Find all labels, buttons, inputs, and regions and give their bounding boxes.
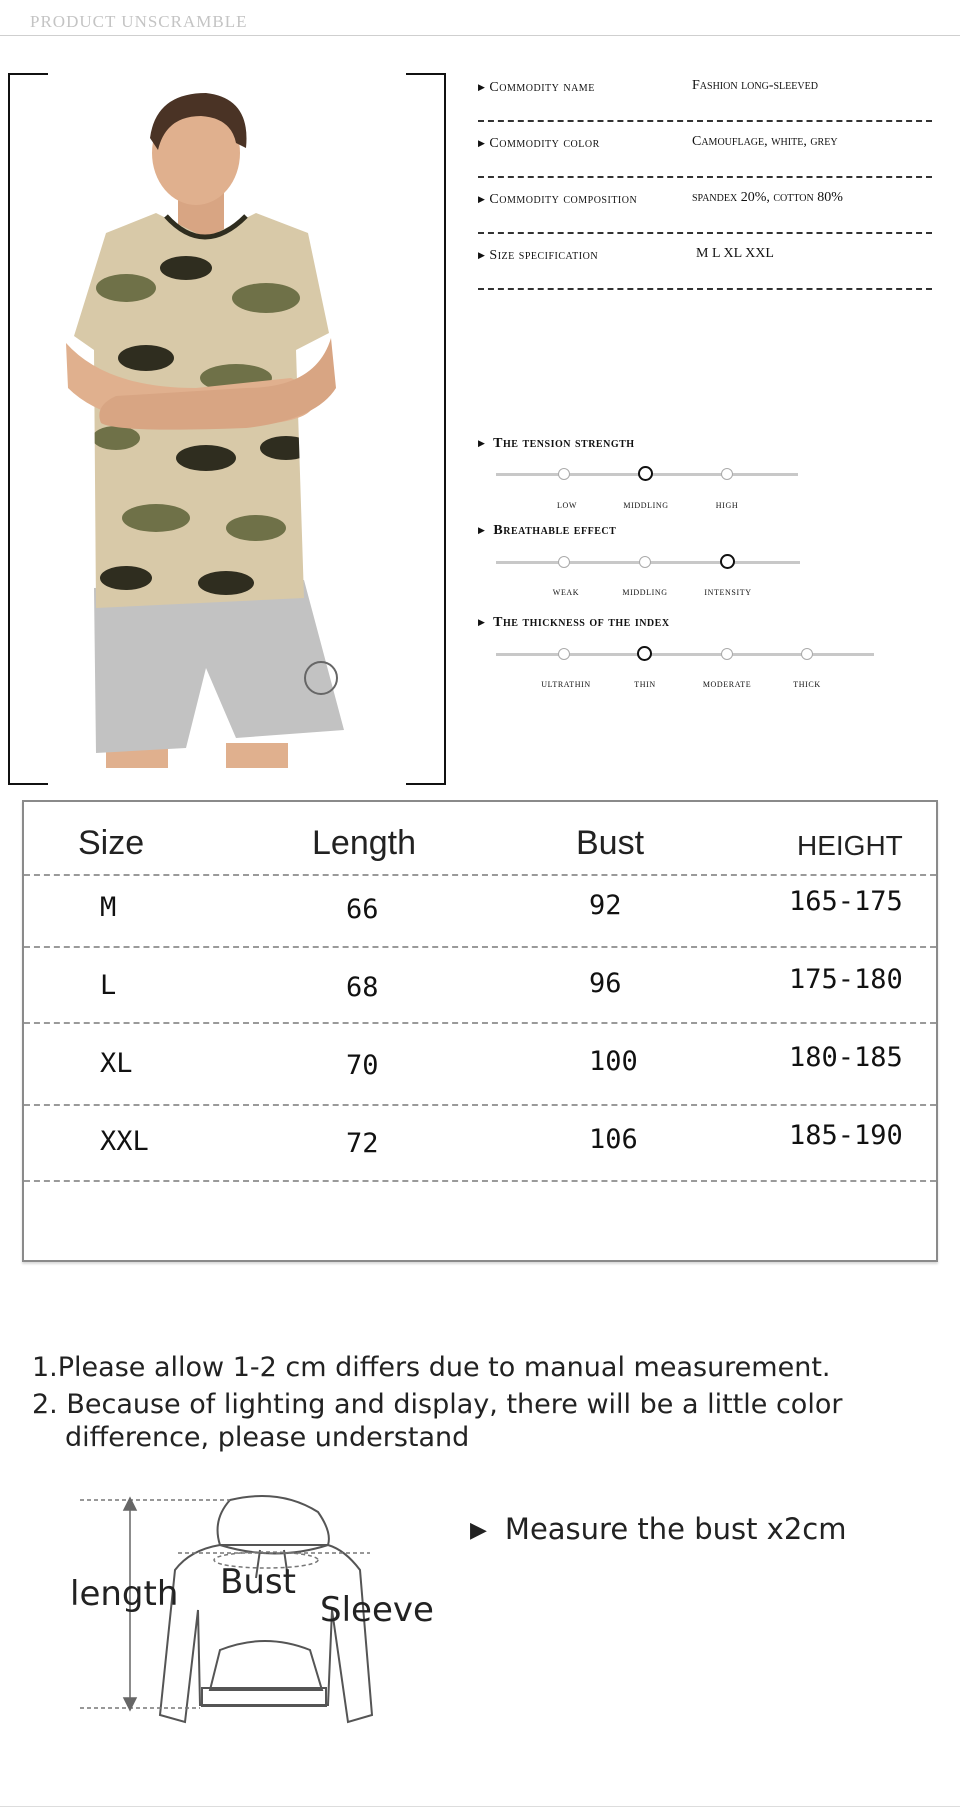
spec-row-composition <box>478 192 932 234</box>
table-cell: 165-175 <box>789 886 903 917</box>
scale-label: weak <box>552 584 580 598</box>
table-cell: XXL <box>100 1126 149 1157</box>
rating-title-breathable: ▶ Breathable effect <box>478 523 617 538</box>
scale-dot-moderate <box>721 648 733 660</box>
rating-scale-thickness <box>496 653 874 690</box>
triangle-icon: ▶ <box>478 250 486 260</box>
product-photo <box>46 88 356 768</box>
table-cell: 66 <box>346 894 379 925</box>
scale-dot-thick <box>801 648 813 660</box>
scale-dot-middling-selected <box>638 466 653 481</box>
scale-label: middling <box>623 497 669 511</box>
spec-label: Commodity color <box>489 136 600 151</box>
spec-row-name <box>478 80 932 122</box>
table-cell: 175-180 <box>789 964 903 995</box>
table-cell: XL <box>100 1048 133 1079</box>
scale-label: moderate <box>702 676 752 690</box>
table-divider <box>24 1180 936 1182</box>
scale-dot-intensity-selected <box>720 554 735 569</box>
table-cell: 72 <box>346 1128 379 1159</box>
column-header-size: Size <box>78 824 145 862</box>
table-divider <box>24 1022 936 1024</box>
spec-value: spandex 20%, cotton 80% <box>692 190 843 205</box>
scale-dot-low <box>558 468 570 480</box>
triangle-icon: ▶ <box>470 1518 487 1543</box>
table-cell: 92 <box>589 890 622 921</box>
size-table <box>22 800 938 1262</box>
rating-scale-tension <box>496 473 798 511</box>
table-cell: 96 <box>589 968 622 999</box>
spec-label: Commodity composition <box>489 192 638 207</box>
rating-title-thickness: ▶ The thickness of the index <box>478 615 670 630</box>
note-line-1: 1.Please allow 1-2 cm differs due to manual measurement. <box>32 1352 831 1383</box>
scale-dot-weak <box>558 556 570 568</box>
rating-title-tension: ▶ The tension strength <box>478 436 635 451</box>
header-divider <box>0 35 960 36</box>
scale-label: thick <box>793 676 821 690</box>
scale-dot-thin-selected <box>637 646 652 661</box>
spec-row-size <box>478 248 932 290</box>
spec-label: Commodity name <box>489 80 595 95</box>
table-divider <box>24 946 936 948</box>
column-header-length: Length <box>312 824 416 862</box>
scale-dot-ultrathin <box>558 648 570 660</box>
diagram-label-bust: Bust <box>220 1562 296 1602</box>
scale-dot-middling <box>639 556 651 568</box>
note-line-3: difference, please understand <box>65 1422 470 1453</box>
triangle-icon: ▶ <box>478 525 486 535</box>
scale-label: intensity <box>704 584 752 598</box>
note-line-2: 2. Because of lighting and display, there will be a little color <box>32 1389 843 1420</box>
spec-value: Camouflage, white, grey <box>692 134 838 149</box>
measure-instruction: ▶ Measure the bust x2cm <box>470 1512 847 1546</box>
column-header-height: HEIGHT <box>797 830 903 861</box>
photo-frame-right-bracket <box>406 73 446 785</box>
table-cell: 100 <box>589 1046 638 1077</box>
table-cell: 185-190 <box>789 1120 903 1151</box>
table-divider <box>24 1104 936 1106</box>
diagram-label-sleeve: Sleeve <box>320 1590 434 1630</box>
table-cell: 180-185 <box>789 1042 903 1073</box>
spec-value: M L XL XXL <box>696 246 774 261</box>
page-header-title: PRODUCT UNSCRAMBLE <box>30 12 248 31</box>
table-cell: L <box>100 970 117 1001</box>
bottom-divider <box>0 1806 960 1807</box>
table-cell: 70 <box>346 1050 379 1081</box>
scale-label: ultrathin <box>541 676 591 690</box>
scale-dot-high <box>721 468 733 480</box>
table-cell: 68 <box>346 972 379 1003</box>
rating-scale-breathable <box>496 561 800 598</box>
spec-value: Fashion long-sleeved <box>692 78 818 93</box>
column-header-bust: Bust <box>576 824 645 862</box>
photo-frame-left-bracket <box>8 73 48 785</box>
table-cell: M <box>100 892 117 923</box>
triangle-icon: ▶ <box>478 617 486 627</box>
table-divider <box>24 874 936 876</box>
triangle-icon: ▶ <box>478 82 486 92</box>
triangle-icon: ▶ <box>478 194 486 204</box>
diagram-label-length: length <box>70 1574 179 1614</box>
scale-label: middling <box>622 584 668 598</box>
table-cell: 106 <box>589 1124 638 1155</box>
spec-row-color <box>478 136 932 178</box>
triangle-icon: ▶ <box>478 438 486 448</box>
scale-label: high <box>715 497 739 511</box>
triangle-icon: ▶ <box>478 138 486 148</box>
scale-label: low <box>556 497 578 511</box>
spec-label: Size specification <box>489 248 599 263</box>
scale-label: thin <box>634 676 656 690</box>
